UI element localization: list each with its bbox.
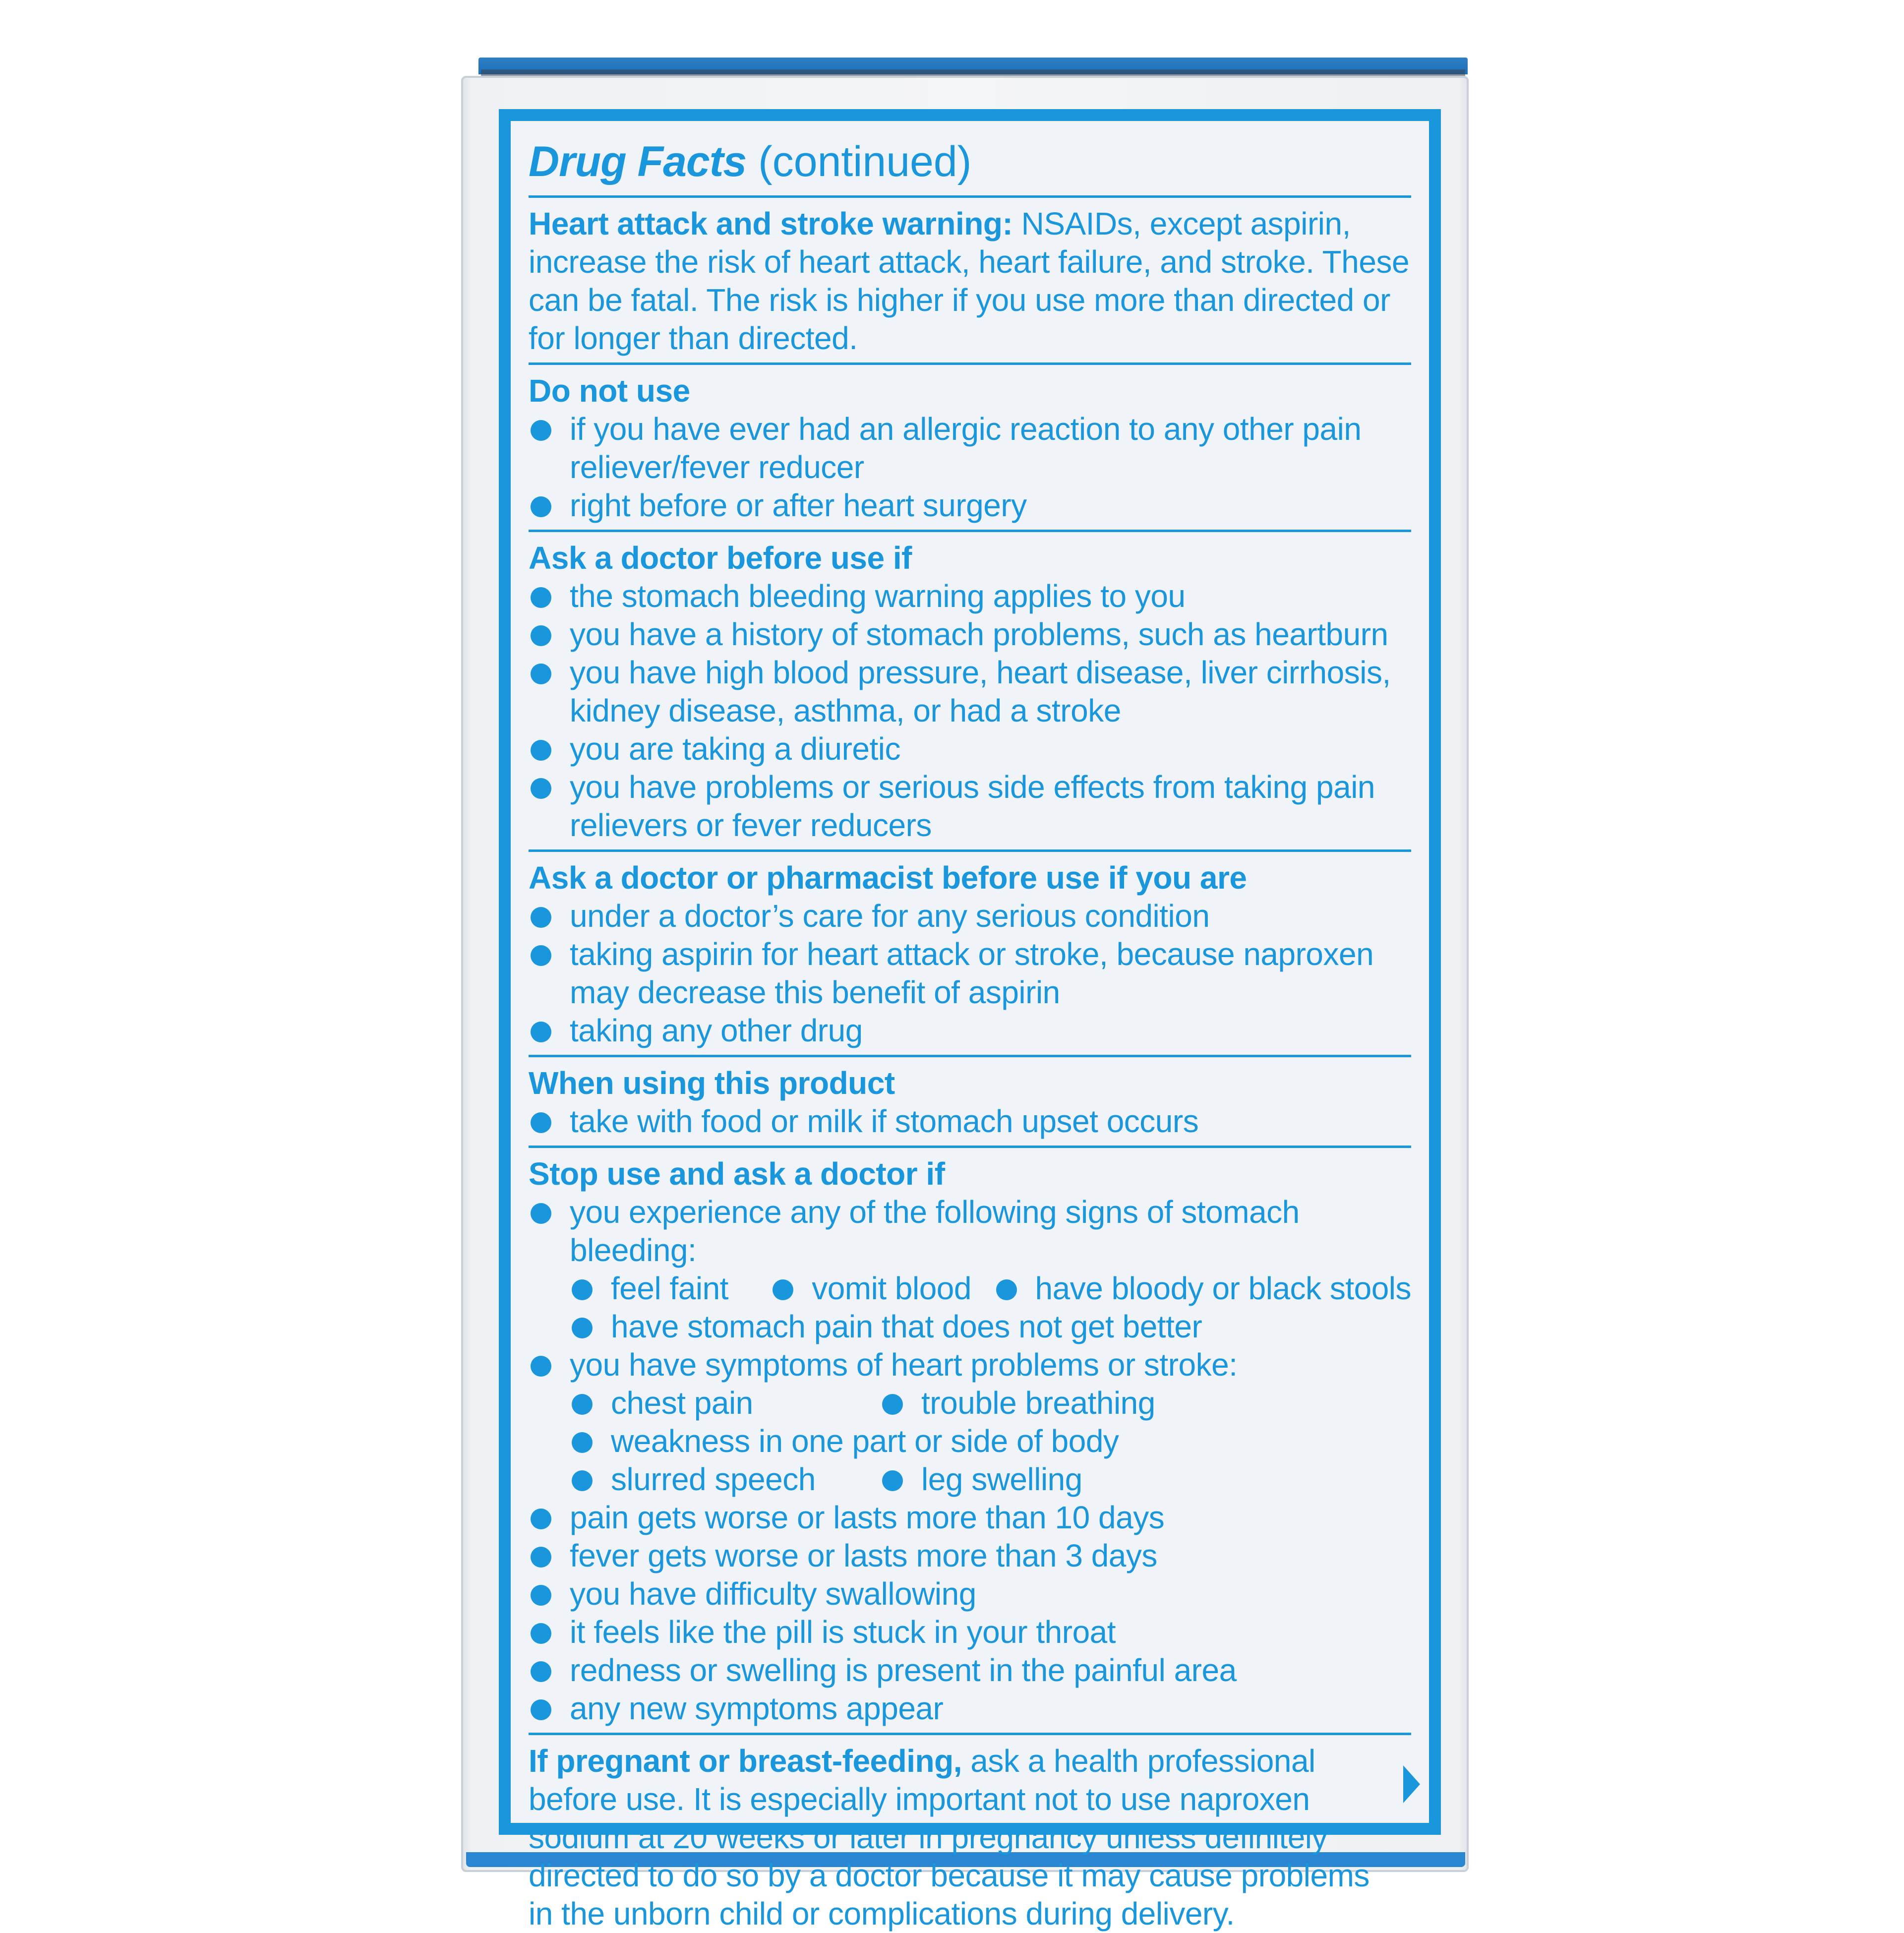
list-item: you are taking a diuretic [529,730,1411,768]
list-item: fever gets worse or lasts more than 3 days [529,1537,1411,1575]
stop-use-section [529,1155,1411,1728]
heart-intro: you have symptoms of heart problems or stroke: [570,1347,1238,1383]
heart-warning-section [529,205,1411,358]
bleeding-intro: you experience any of the following signs of stomach bleeding: [570,1194,1300,1268]
list-item: under a doctor’s care for any serious condition [529,897,1411,935]
sub-item: have stomach pain that does not get better [570,1308,1202,1346]
drug-facts-panel [499,109,1441,1932]
title-bold: Drug Facts [529,138,747,185]
pregnancy-section [529,1742,1411,1933]
sub-item: weakness in one part or side of body [570,1422,1119,1460]
sub-item: vomit blood [771,1269,994,1308]
list-item [529,1193,1411,1346]
title-rest: (continued) [746,138,972,185]
list-item: any new symptoms appear [529,1690,1411,1728]
section-divider [529,849,1411,852]
list-item: right before or after heart surgery [529,486,1411,525]
drug-facts-title [529,137,1411,186]
box-top-edge [481,69,1465,76]
stop-use-heading: Stop use and ask a doctor if [529,1156,945,1192]
section-divider [529,1055,1411,1057]
section-divider [529,362,1411,365]
ask-pharmacist-section [529,859,1411,1050]
list-item: you have difficulty swallowing [529,1575,1411,1613]
sub-item: chest pain [570,1384,880,1422]
list-item: it feels like the pill is stuck in your throat [529,1613,1411,1651]
pregnancy-label: If pregnant or breast-feeding, [529,1743,962,1779]
heart-warning-text: NSAIDs, except aspirin, increase the risk of heart attack, heart failure, and stroke. These can be fatal. The risk is higher if you use more than directed or for longer than directed. [529,206,1410,356]
drug-facts-inner [511,121,1429,1932]
list-item: you have high blood pressure, heart disease, liver cirrhosis, kidney disease, asthma, or had a stroke [529,654,1411,730]
list-item: redness or swelling is present in the painful area [529,1651,1411,1690]
list-item: the stomach bleeding warning applies to you [529,577,1411,615]
sub-item: have bloody or black stools [994,1269,1412,1308]
when-using-heading: When using this product [529,1065,895,1101]
ask-doctor-list [529,577,1411,845]
do-not-use-section [529,372,1411,525]
list-item: you have problems or serious side effects from taking pain relievers or fever reducers [529,768,1411,845]
continue-arrow-icon [1403,1765,1420,1803]
sub-item: feel faint [570,1269,771,1308]
list-item: taking aspirin for heart attack or stroke, because naproxen may decrease this benefit of aspirin [529,935,1411,1012]
ask-pharmacist-heading: Ask a doctor or pharmacist before use if you are [529,860,1247,896]
list-item: pain gets worse or lasts more than 10 days [529,1499,1411,1537]
section-divider [529,1733,1411,1735]
list-item: if you have ever had an allergic reaction to any other pain reliever/fever reducer [529,410,1411,486]
list-item: take with food or milk if stomach upset occurs [529,1102,1411,1141]
ask-doctor-section [529,539,1411,845]
stop-use-list [529,1193,1411,1728]
sub-item: trouble breathing [880,1384,1155,1422]
heart-signs-row [570,1460,1411,1499]
ask-pharmacist-list [529,897,1411,1050]
section-divider [529,530,1411,532]
do-not-use-list [529,410,1411,525]
do-not-use-heading: Do not use [529,373,690,409]
heart-signs-row [570,1422,1411,1460]
sub-item: slurred speech [570,1460,880,1499]
list-item [529,1346,1411,1499]
section-divider [529,195,1411,198]
ask-doctor-heading: Ask a doctor before use if [529,540,912,576]
list-item: you have a history of stomach problems, such as heartburn [529,615,1411,654]
pregnancy-text: ask a health professional before use. It is especially important not to use naproxen sodium at 20 weeks or later in pregnancy unless definitely directed to do so by a doctor because it may cause problems in the unborn child or complications during delivery. [529,1743,1369,1932]
section-divider [529,1146,1411,1148]
sub-item: leg swelling [880,1460,1082,1499]
list-item: taking any other drug [529,1012,1411,1050]
heart-signs-row [570,1384,1411,1422]
when-using-section [529,1064,1411,1141]
when-using-list [529,1102,1411,1141]
heart-warning-label: Heart attack and stroke warning: [529,206,1013,242]
bleeding-signs-row [570,1269,1411,1308]
bleeding-signs-row [570,1308,1411,1346]
